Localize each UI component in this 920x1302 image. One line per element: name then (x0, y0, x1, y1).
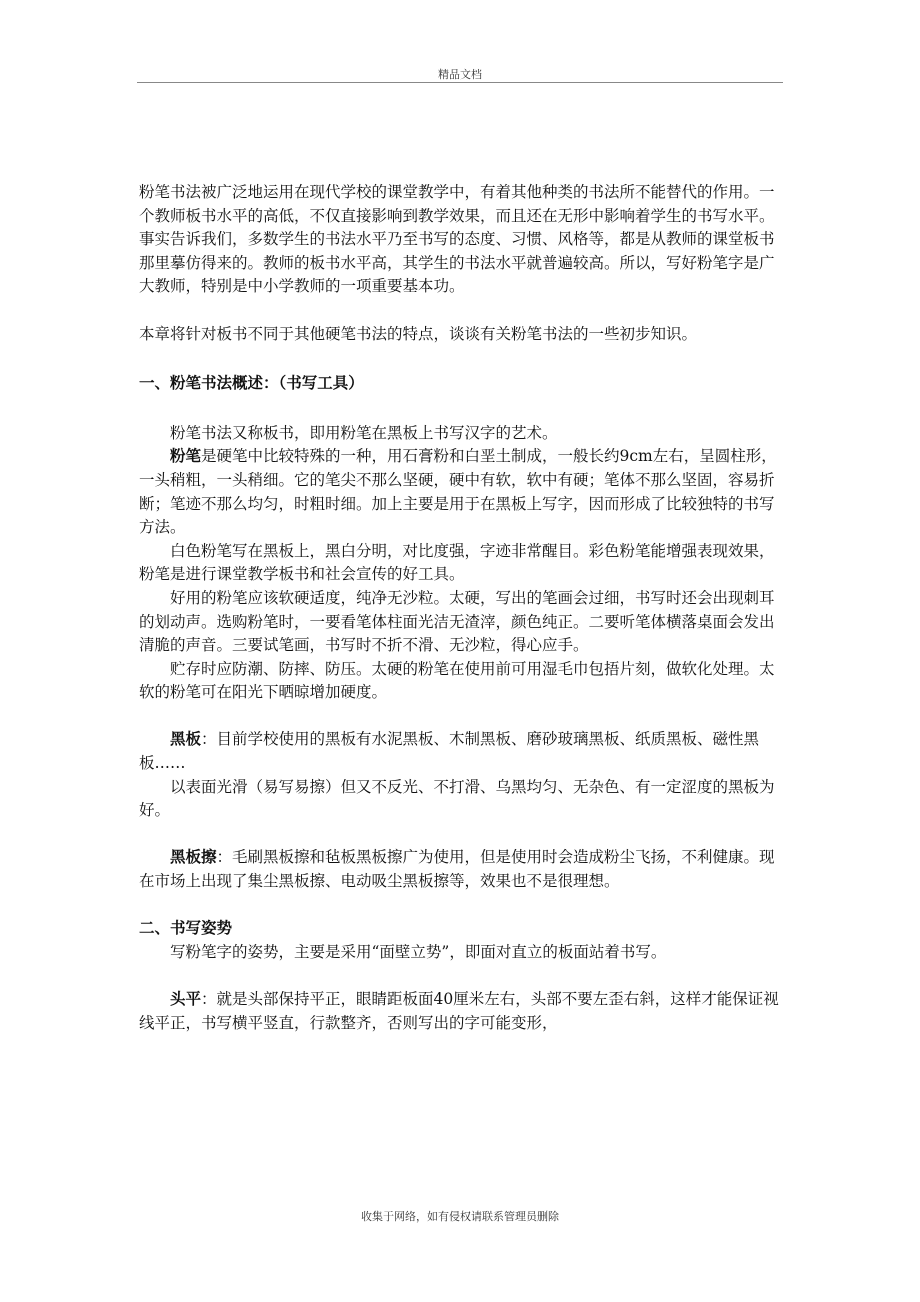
spacer (139, 299, 779, 323)
head-level-description: ：就是头部保持平正，眼睛距板面40厘米左右，头部不要左歪右斜，这样才能保证视线平正，书写横平竖直，行款整齐，否则写出的字可能变形， (139, 990, 779, 1032)
spacer (139, 346, 779, 372)
posture-paragraph: 写粉笔字的姿势，主要是采用“面壁立势”，即面对直立的板面站着书写。 (170, 942, 667, 961)
blackboard-term: 黑板 (170, 730, 202, 749)
chalk-paragraph (139, 445, 779, 539)
blackboard-paragraph (139, 728, 779, 775)
spacer (139, 705, 779, 729)
spacer (139, 823, 779, 847)
header-divider (137, 82, 783, 83)
blackboard-description: ：目前学校使用的黑板有水泥黑板、木制黑板、磨砂玻璃黑板、纸质黑板、磁性黑板…… (139, 730, 760, 773)
head-level-term: 头平 (170, 990, 202, 1008)
page-footer: 收集于网络，如有侵权请联系管理员删除 (361, 1210, 559, 1223)
definition-paragraph: 粉笔书法又称板书，即用粉笔在黑板上书写汉字的艺术。 (170, 423, 558, 442)
chalk-description: 是硬笔中比较特殊的一种，用石膏粉和白垩土制成，一般长约9cm左右，呈圆柱形，一头稍粗，一头稍细。它的笔尖不那么坚硬，硬中有软，软中有硬；笔体不那么坚固，容易折断；笔迹不那么均匀，时粗时细。加上主要是用于在黑板上写字，因而形成了比较独特的书写方法。 (139, 447, 777, 537)
page-header: 精品文档 (438, 68, 482, 81)
intro-paragraph: 粉笔书法被广泛地运用在现代学校的课堂教学中，有着其他种类的书法所不能替代的作用。一个教师板书水平的高低，不仅直接影响到教学效果，而且还在无形中影响着学生的书写水平。事实告诉我们，多数学生的书法水平乃至书写的态度、习惯、风格等，都是从教师的课堂板书那里摹仿得来的。教师的板书水平高，其学生的书法水平就普遍较高。所以，写好粉笔字是广大教师，特别是中小学教师的一项重要基本功。 (139, 183, 775, 296)
section-heading-overview: 一、粉笔书法概述：（书写工具） (139, 374, 364, 393)
eraser-paragraph (139, 846, 779, 893)
spacer (139, 894, 779, 918)
spacer (139, 396, 779, 422)
white-chalk-paragraph: 白色粉笔写在黑板上，黑白分明，对比度强，字迹非常醒目。彩色粉笔能增强表现效果，粉笔是进行课堂教学板书和社会宣传的好工具。 (139, 541, 775, 584)
eraser-term: 黑板擦 (170, 848, 217, 867)
document-body (139, 181, 779, 1035)
chalk-term: 粉笔 (170, 447, 202, 466)
head-level-paragraph (139, 988, 779, 1035)
blackboard-quality-paragraph: 以表面光滑（易写易擦）但又不反光、不打滑、乌黑均匀、无杂色、有一定涩度的黑板为好。 (139, 777, 775, 820)
spacer (139, 964, 779, 988)
storage-paragraph: 贮存时应防潮、防摔、防压。太硬的粉笔在使用前可用湿毛巾包捂片刻，做软化处理。太软的粉笔可在阳光下晒晾增加硬度。 (139, 659, 775, 702)
section-heading-posture: 二、书写姿势 (139, 919, 233, 938)
good-chalk-paragraph: 好用的粉笔应该软硬适度，纯净无沙粒。太硬，写出的笔画会过细，书写时还会出现刺耳的划动声。选购粉笔时，一要看笔体柱面光洁无渣滓，颜色纯正。二要听笔体横落桌面会发出清脆的声音。三要试笔画，书写时不折不滑、无沙粒，得心应手。 (139, 588, 775, 655)
chapter-intro-paragraph: 本章将针对板书不同于其他硬笔书法的特点，谈谈有关粉笔书法的一些初步知识。 (139, 324, 698, 343)
eraser-description: ：毛刷黑板擦和毡板黑板擦广为使用，但是使用时会造成粉尘飞扬，不利健康。现在市场上出现了集尘黑板擦、电动吸尘黑板擦等，效果也不是很理想。 (139, 848, 775, 891)
